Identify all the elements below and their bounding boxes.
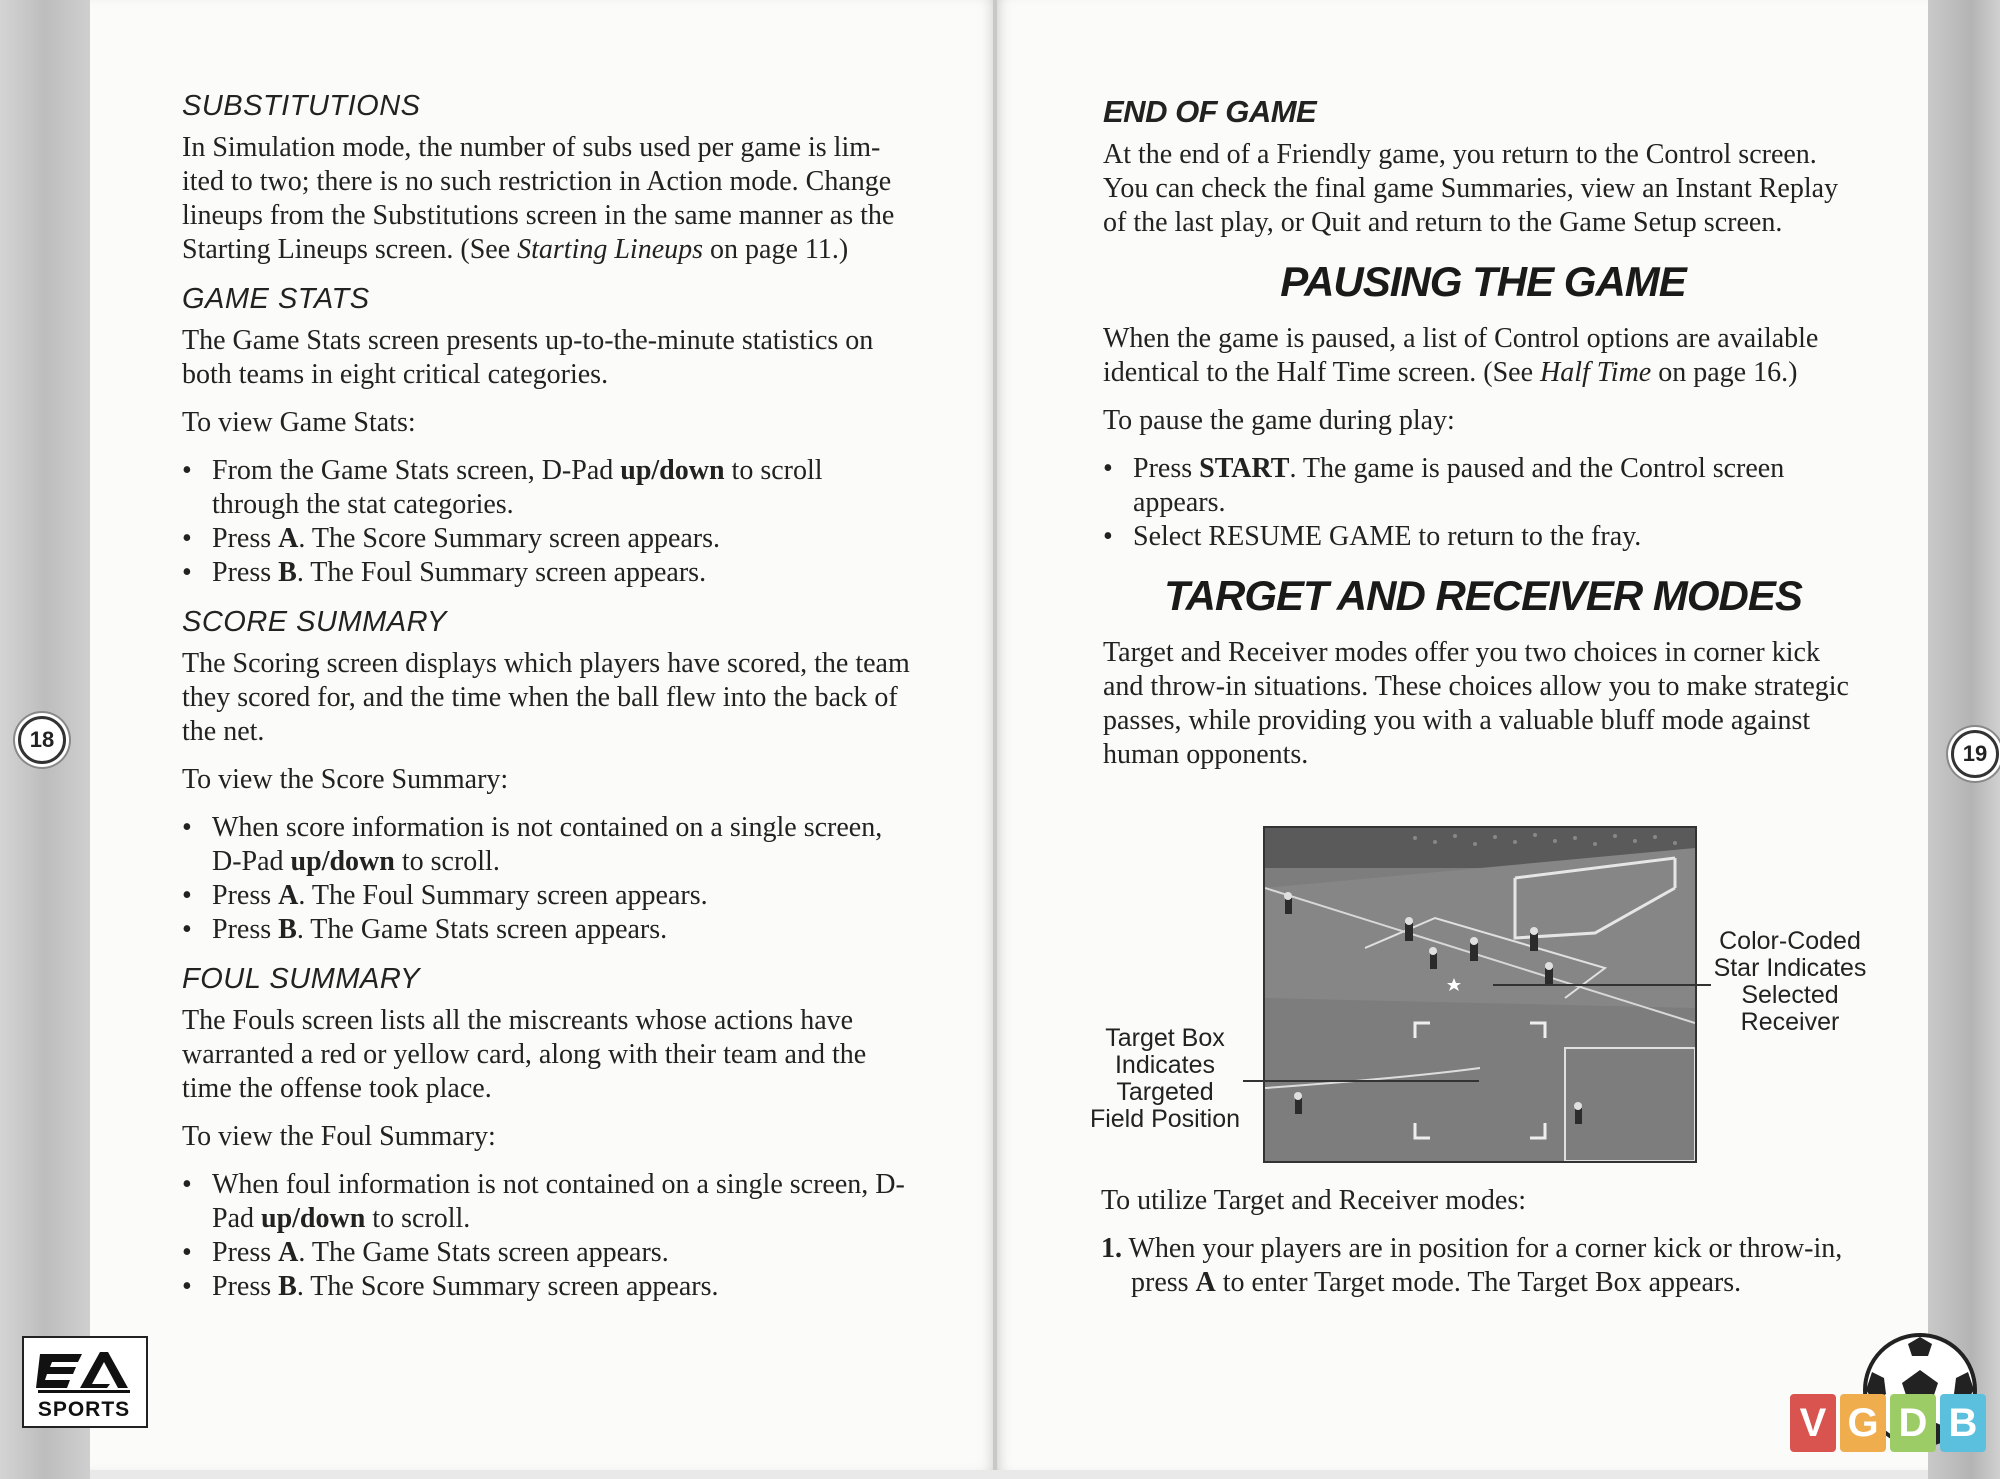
list-item: • Press B. The Game Stats screen appears.: [182, 913, 912, 947]
pausing-list: [1103, 452, 1863, 554]
list-item: • When score information is not contained on a single screen, D-Pad up/down to scroll.: [182, 811, 912, 879]
section-foul-summary: [182, 963, 912, 1304]
ea-sports-logo: [22, 1336, 148, 1428]
foul-summary-list: [182, 1168, 912, 1304]
foul-summary-lead: To view the Foul Summary:: [182, 1121, 496, 1152]
right-column: [1103, 94, 1863, 786]
soccer-field-image: [1265, 828, 1695, 1161]
game-screenshot: [1263, 826, 1697, 1163]
foul-summary-intro: The Fouls screen lists all the miscreants whose actions have warranted a red or yellow card, along with their team and the time the offense took place.: [182, 1005, 867, 1104]
section-score-summary: [182, 606, 912, 947]
list-item: • Press A. The Game Stats screen appears.: [182, 1236, 912, 1270]
leader-line-receiver: [1493, 984, 1711, 986]
end-of-game-text: At the end of a Friendly game, you return to the Control screen. You can check the final game Summaries, view an Instant Replay of the last play, or Quit and return to the Game Setup screen.: [1103, 139, 1839, 238]
watermark-letter: B: [1940, 1394, 1986, 1452]
left-page: [90, 0, 995, 1470]
watermark-letter: D: [1890, 1394, 1936, 1452]
list-item: • From the Game Stats screen, D-Pad up/down to scroll through the stat categories.: [182, 454, 912, 522]
right-page: [995, 0, 1928, 1470]
list-item: • Press A. The Score Summary screen appears.: [182, 522, 912, 556]
utilize-lead: To utilize Target and Receiver modes:: [1101, 1185, 1527, 1216]
game-stats-list: [182, 454, 912, 590]
target-text: Target and Receiver modes offer you two choices in corner kick and throw-in situations. These choices allow you to make strategic passes, while providing you with a valuable bluff mode against human opponents.: [1103, 637, 1849, 770]
heading-score-summary: SCORE SUMMARY: [182, 606, 447, 638]
heading-foul-summary: FOUL SUMMARY: [182, 963, 421, 995]
heading-end-of-game: END OF GAME: [1103, 94, 1317, 129]
watermark-letter: G: [1840, 1394, 1886, 1452]
list-item: • Press A. The Foul Summary screen appears.: [182, 879, 912, 913]
title-pausing-the-game: PAUSING THE GAME: [1280, 258, 1686, 305]
section-game-stats: [182, 283, 912, 590]
leader-line-target: [1243, 1080, 1479, 1082]
list-item: • Press B. The Score Summary screen appears.: [182, 1270, 912, 1304]
vgdb-watermark: [1790, 1394, 1986, 1452]
list-item: • When foul information is not contained on a single screen, D-Pad up/down to scroll.: [182, 1168, 912, 1236]
caption-receiver: Color-Coded Star Indicates Selected Receiver: [1713, 927, 1867, 1036]
list-item: • Press START. The game is paused and the Control screen appears.: [1103, 452, 1863, 520]
substitutions-text: In Simulation mode, the number of subs used per game is lim- ited to two; there is no such restriction in Action mode. Change lineups from the Substitutions screen in the same manner as the Starting Lineups screen. (See Starting Lineups on page 11.): [182, 132, 895, 265]
heading-game-stats: GAME STATS: [182, 283, 370, 315]
game-stats-lead: To view Game Stats:: [182, 407, 416, 438]
utilize-block: [1101, 1184, 1871, 1314]
list-item: • Press B. The Foul Summary screen appears.: [182, 556, 912, 590]
left-column: [182, 90, 912, 1320]
step-1: 1. When your players are in position for a corner kick or throw-in, press A to enter Target mode. The Target Box appears.: [1101, 1233, 1843, 1298]
pausing-lead: To pause the game during play:: [1103, 405, 1455, 436]
list-item: • Select RESUME GAME to return to the fray.: [1103, 520, 1863, 554]
heading-substitutions: SUBSTITUTIONS: [182, 90, 421, 122]
page-number-right: 19: [1951, 730, 1999, 778]
caption-target: Target Box Indicates Targeted Field Position: [1089, 1024, 1241, 1133]
watermark-letter: V: [1790, 1394, 1836, 1452]
page-fold: [993, 0, 997, 1470]
ea-sports-wordmark: SPORTS: [37, 1398, 131, 1421]
score-summary-list: [182, 811, 912, 947]
score-summary-intro: The Scoring screen displays which players have scored, the team they scored for, and the time when the ball flew into the back of the net.: [182, 648, 910, 747]
ea-logo-icon: [36, 1348, 132, 1394]
pausing-text: When the game is paused, a list of Control options are available identical to the Half Time screen. (See Half Time on page 16.): [1103, 323, 1819, 388]
title-target-and-receiver-modes: TARGET AND RECEIVER MODES: [1164, 572, 1802, 619]
page-number-left: 18: [18, 716, 66, 764]
step-number: 1.: [1101, 1233, 1122, 1264]
game-stats-intro: The Game Stats screen presents up-to-the-minute statistics on both teams in eight critical categories.: [182, 325, 874, 390]
score-summary-lead: To view the Score Summary:: [182, 764, 509, 795]
section-substitutions: [182, 90, 912, 267]
